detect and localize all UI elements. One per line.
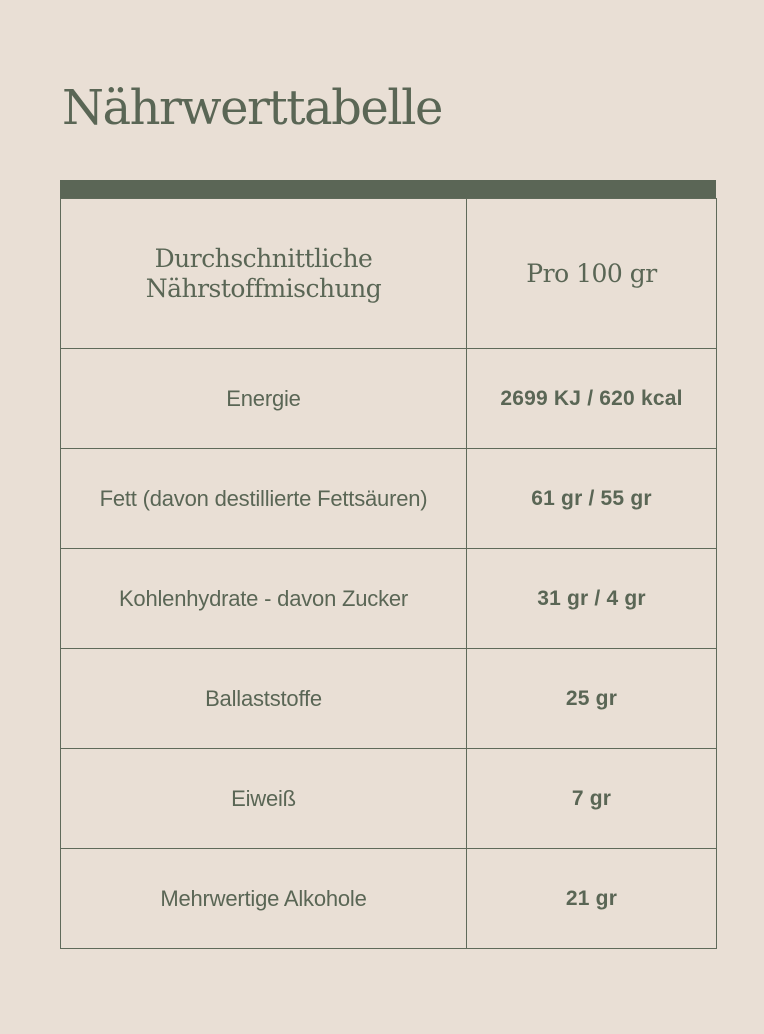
row-value-fat: 61 gr / 55 gr [467, 449, 717, 549]
nutrition-table-grid [60, 198, 717, 949]
table-header-row [61, 199, 717, 349]
row-label-fat: Fett (davon destillierte Fettsäuren) [61, 449, 467, 549]
header-nutrient-line2: Nährstoffmischung [145, 273, 382, 303]
header-per-100g-column: Pro 100 gr [467, 199, 717, 349]
table-row [61, 749, 717, 849]
table-row [61, 349, 717, 449]
row-value-carbohydrates: 31 gr / 4 gr [467, 549, 717, 649]
row-value-polyols: 21 gr [467, 849, 717, 949]
row-label-carbohydrates: Kohlenhydrate - davon Zucker [61, 549, 467, 649]
header-nutrient-column [61, 199, 467, 349]
header-nutrient-line1: Durchschnittliche [154, 243, 373, 273]
table-row [61, 549, 717, 649]
row-label-energy: Energie [61, 349, 467, 449]
table-row [61, 849, 717, 949]
row-label-fiber: Ballaststoffe [61, 649, 467, 749]
table-row [61, 449, 717, 549]
row-value-protein: 7 gr [467, 749, 717, 849]
table-header-bar [60, 180, 716, 198]
row-label-polyols: Mehrwertige Alkohole [61, 849, 467, 949]
page-title: Nährwerttabelle [62, 80, 442, 136]
row-value-energy: 2699 KJ / 620 kcal [467, 349, 717, 449]
row-label-protein: Eiweiß [61, 749, 467, 849]
nutrition-table [60, 180, 716, 949]
row-value-fiber: 25 gr [467, 649, 717, 749]
table-row [61, 649, 717, 749]
